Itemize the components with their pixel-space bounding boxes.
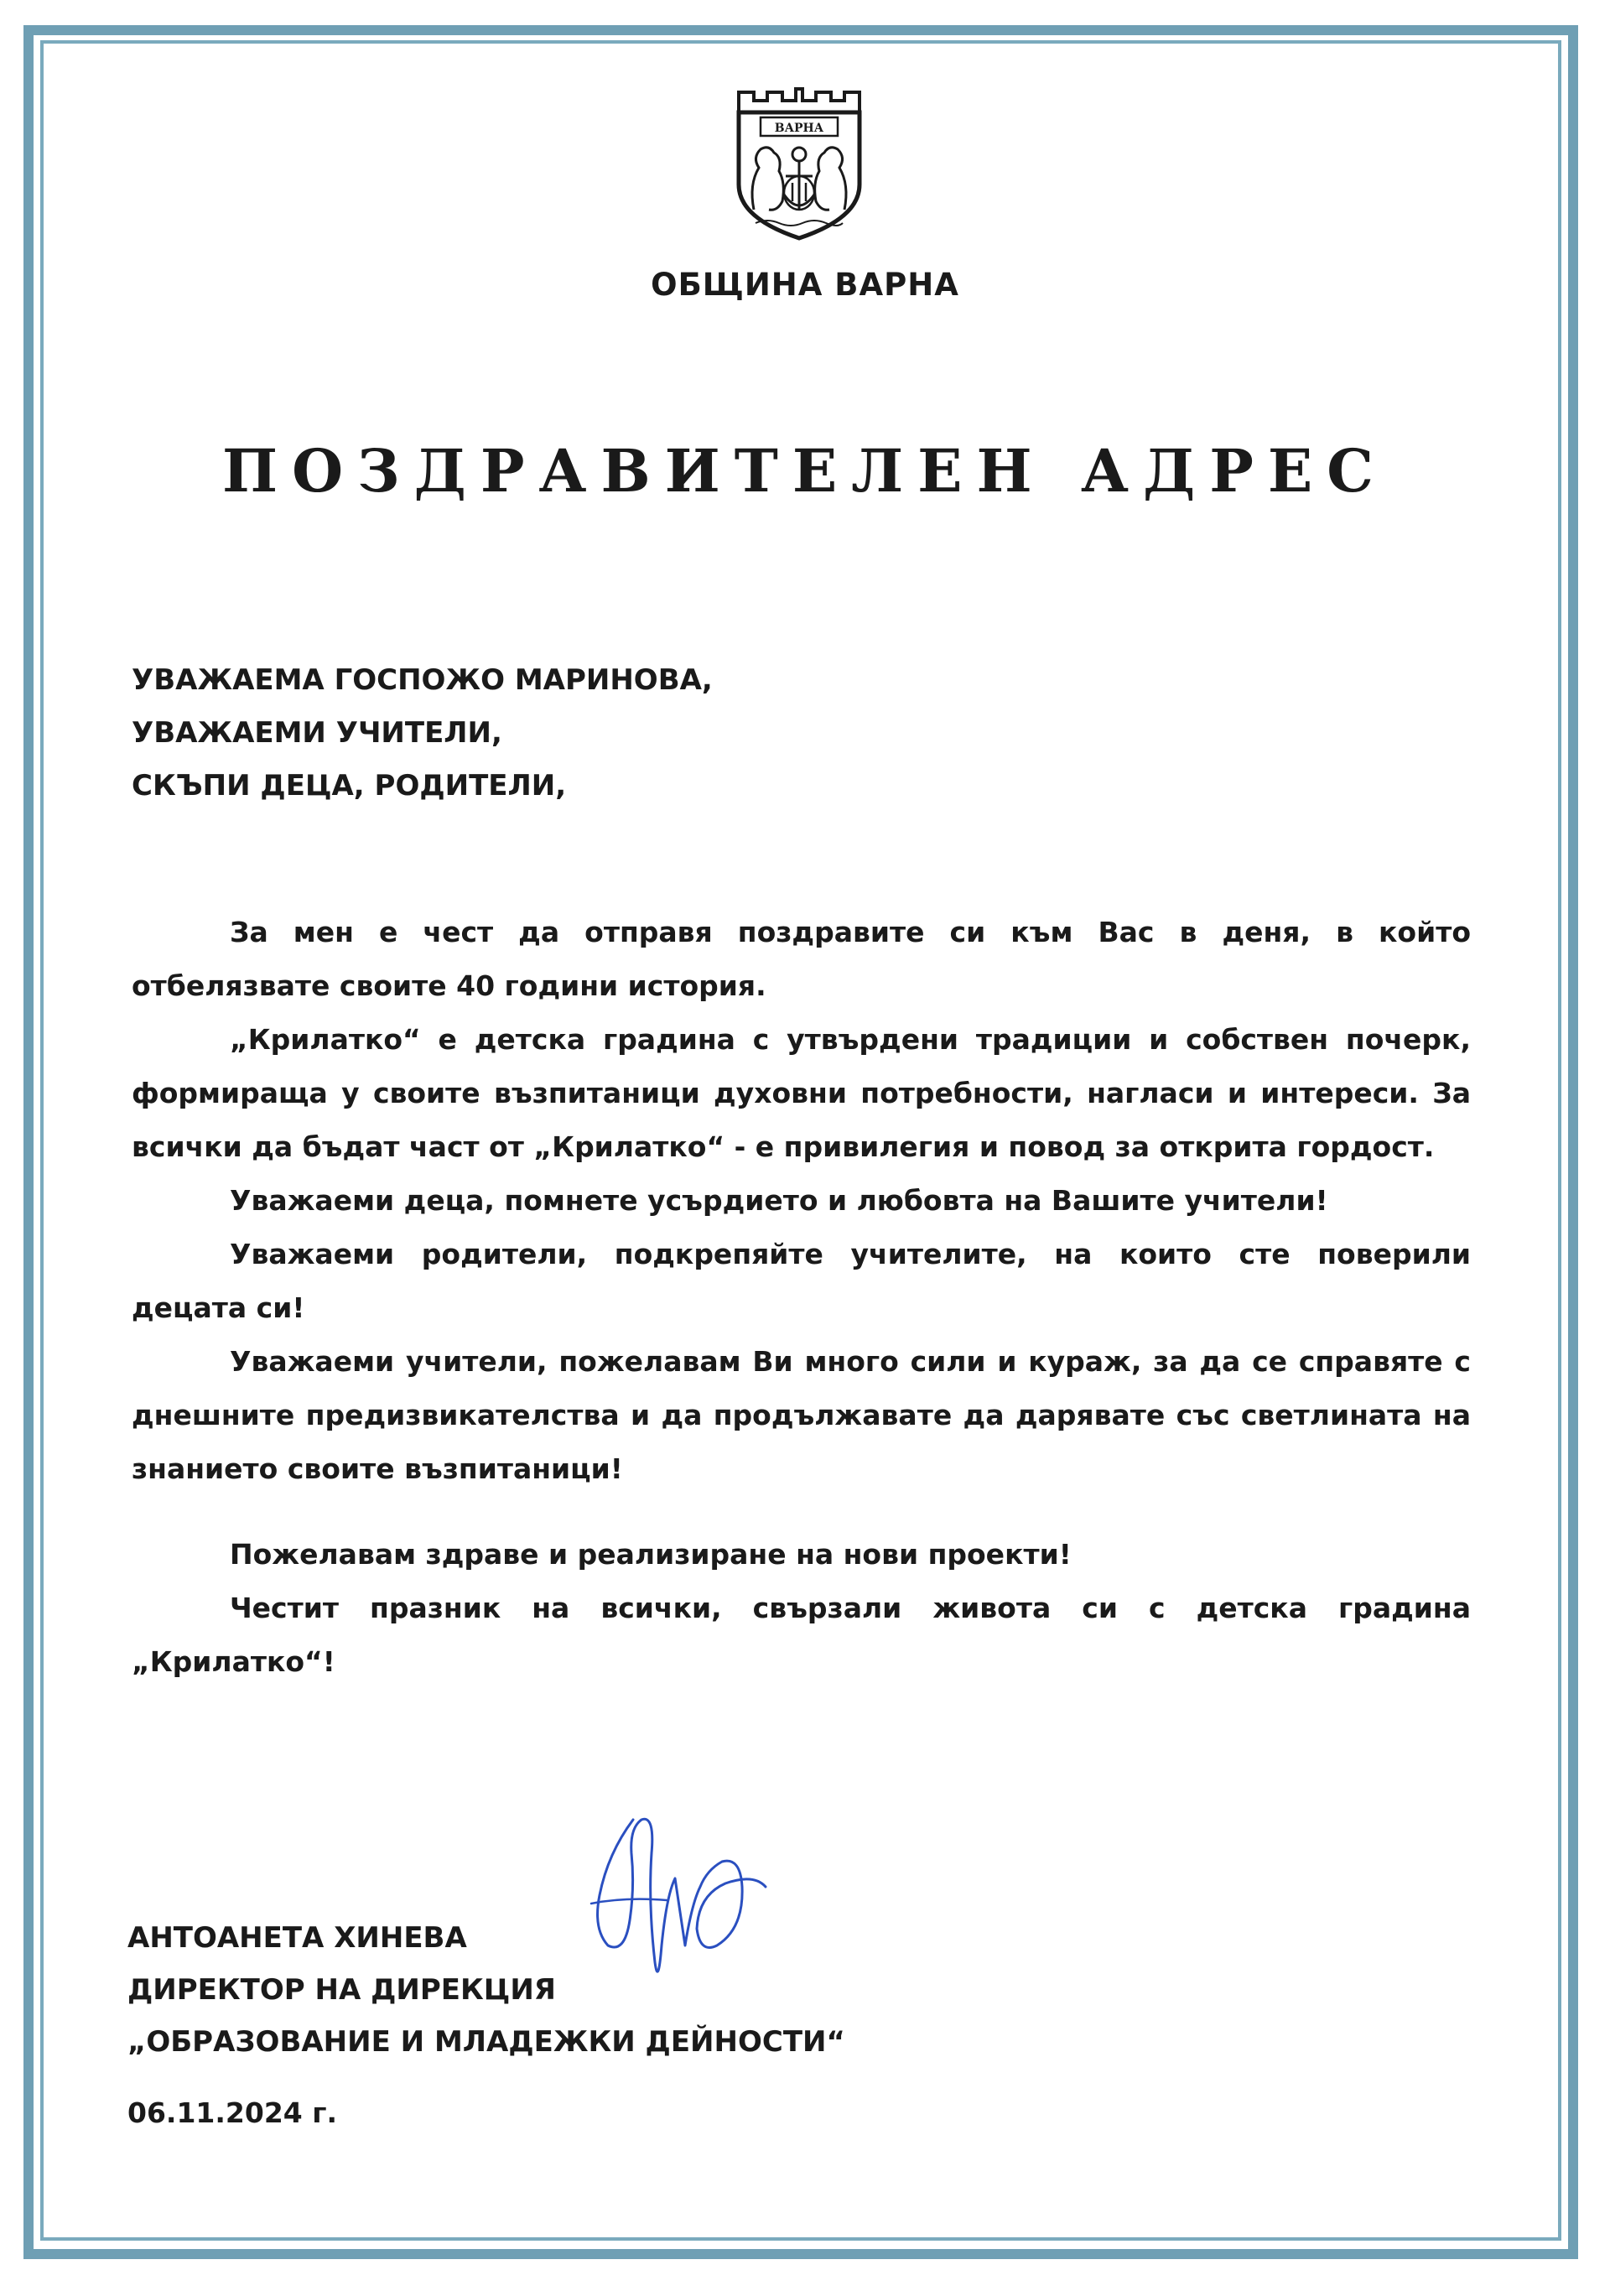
document-date: 06.11.2024 г.	[127, 2096, 338, 2129]
letter-body	[132, 906, 1471, 1689]
salutation-line: СКЪПИ ДЕЦА, РОДИТЕЛИ,	[132, 769, 567, 803]
crest-banner-text: ВАРНА	[774, 122, 824, 135]
body-paragraph: За мен е чест да отправя поздравите си към Вас в деня, в който отбелязвате своите 40 години история.	[132, 916, 1471, 1002]
body-paragraph: Пожелавам здраве и реализиране на нови проекти!	[230, 1538, 1072, 1571]
document-title: ПОЗДРАВИТЕЛЕН АДРЕС	[222, 436, 1388, 506]
body-paragraph: „Крилатко“ е детска градина с утвърдени традиции и собствен почерк, формираща у своите възпитаници духовни потребности, нагласи и интереси. За всички да бъдат част от „Крилатко“ - е привилегия и повод за открита гордост.	[132, 1023, 1471, 1163]
salutations	[132, 654, 713, 813]
salutation-line: УВАЖАЕМА ГОСПОЖО МАРИНОВА,	[132, 663, 713, 697]
signer-name: АНТОАНЕТА ХИНЕВА	[127, 1921, 467, 1955]
body-paragraph: Честит празник на всички, свързали живота си с детска градина „Крилатко“!	[132, 1592, 1471, 1678]
varna-coat-of-arms-icon	[730, 84, 868, 243]
body-paragraph: Уважаеми деца, помнете усърдието и любовта на Вашите учители!	[230, 1184, 1328, 1217]
salutation-line: УВАЖАЕМИ УЧИТЕЛИ,	[132, 716, 502, 750]
body-paragraph: Уважаеми родители, подкрепяйте учителите, на които сте поверили децата си!	[132, 1238, 1471, 1324]
municipality-name: ОБЩИНА ВАРНА	[651, 267, 959, 303]
signer-directorate: „ОБРАЗОВАНИЕ И МЛАДЕЖКИ ДЕЙНОСТИ“	[127, 2025, 845, 2059]
body-paragraph: Уважаеми учители, пожелавам Ви много сили и кураж, за да се справяте с днешните предизвикателства и да продължавате да дарявате със светлината на знанието своите възпитаници!	[132, 1345, 1471, 1485]
signer-position: ДИРЕКТОР НА ДИРЕКЦИЯ	[127, 1973, 556, 2007]
signer-block	[127, 1912, 845, 2068]
